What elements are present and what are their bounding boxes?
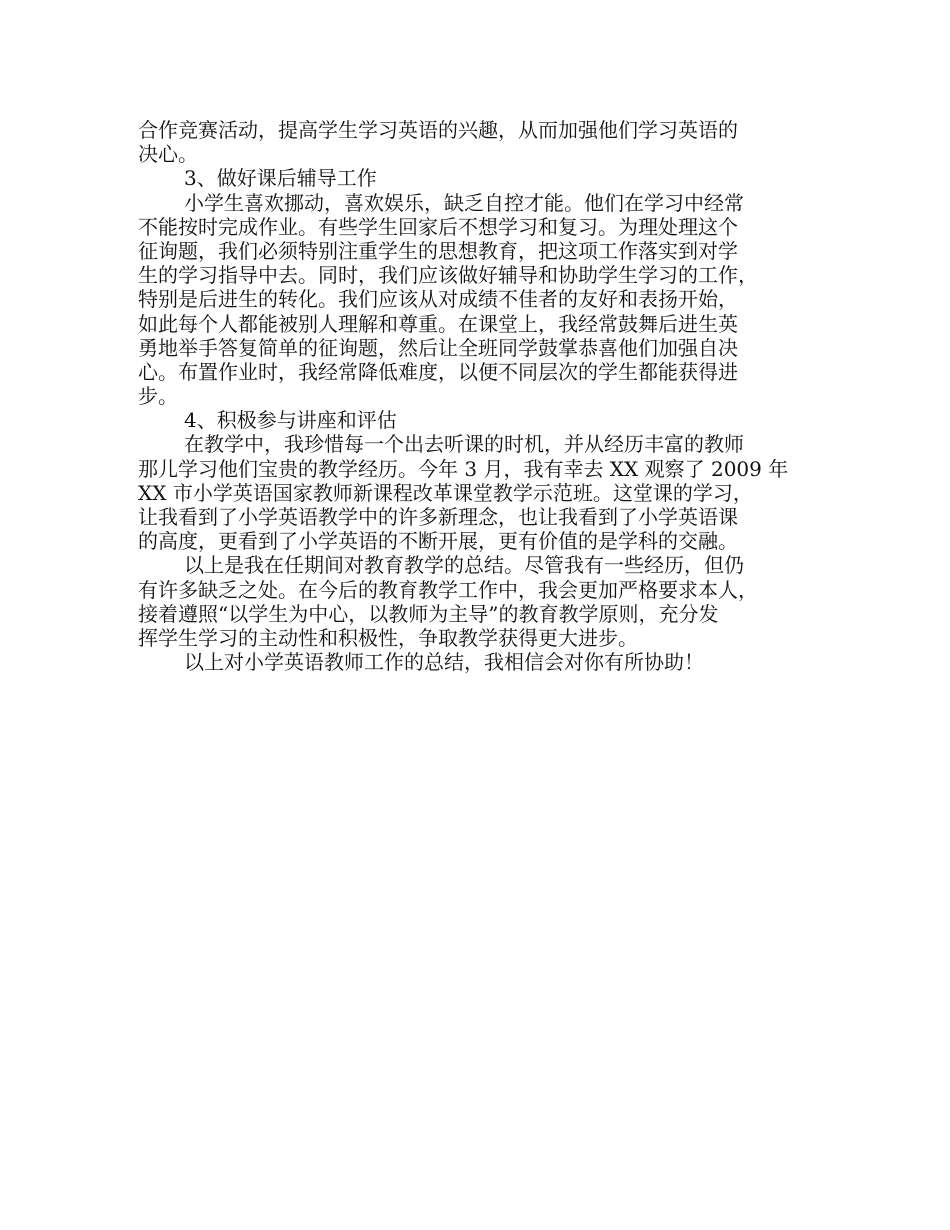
text-line: 不能按时完成作业。有些学生回家后不想学习和复习。为理处理这个 xyxy=(138,214,738,239)
text-line: 步。 xyxy=(138,384,178,409)
text-line: 决心。 xyxy=(138,142,198,167)
text-line: 3、做好课后辅导工作 xyxy=(184,166,377,191)
text-line: 4、积极参与讲座和评估 xyxy=(184,408,397,433)
text-line: 心。布置作业时，我经常降低难度，以便不同层次的学生都能获得进 xyxy=(138,359,738,384)
text-line: 的高度，更看到了小学英语的不断开展，更有价值的是学科的交融。 xyxy=(138,529,738,554)
text-line: XX 市小学英语国家教师新课程改革课堂教学示范班。这堂课的学习， xyxy=(138,480,753,505)
text-line: 征询题，我们必须特别注重学生的思想教育，把这项工作落实到对学 xyxy=(138,238,738,263)
text-line: 小学生喜欢挪动，喜欢娱乐，缺乏自控才能。他们在学习中经常 xyxy=(184,190,744,215)
text-line: 接着遵照“以学生为中心，以教师为主导”的教育教学原则，充分发 xyxy=(138,601,719,626)
text-line: 特别是后进生的转化。我们应该从对成绩不佳者的友好和表扬开始， xyxy=(138,287,738,312)
text-line: 生的学习指导中去。同时，我们应该做好辅导和协助学生学习的工作， xyxy=(138,263,758,288)
text-line: 勇地举手答复简单的征询题，然后让全班同学鼓掌恭喜他们加强自决 xyxy=(138,335,738,360)
text-line: 让我看到了小学英语教学中的许多新理念，也让我看到了小学英语课 xyxy=(138,505,738,529)
text-line: 挥学生学习的主动性和积极性，争取教学获得更大进步。 xyxy=(138,625,638,650)
text-line: 在教学中，我珍惜每一个出去听课的时机，并从经历丰富的教师 xyxy=(184,432,744,457)
document-body xyxy=(138,118,814,674)
text-line: 合作竞赛活动，提高学生学习英语的兴趣，从而加强他们学习英语的 xyxy=(138,118,738,142)
text-line: 以上是我在任期间对教育教学的总结。尽管我有一些经历，但仍 xyxy=(184,553,744,578)
text-line: 那儿学习他们宝贵的教学经历。今年 3 月，我有幸去 XX 观察了 2009 年 xyxy=(138,456,789,481)
text-line: 以上对小学英语教师工作的总结，我相信会对你有所协助！ xyxy=(184,650,704,675)
text-line: 如此每个人都能被别人理解和尊重。在课堂上，我经常鼓舞后进生英 xyxy=(138,311,738,336)
text-line: 有许多缺乏之处。在今后的教育教学工作中，我会更加严格要求本人， xyxy=(138,577,758,602)
